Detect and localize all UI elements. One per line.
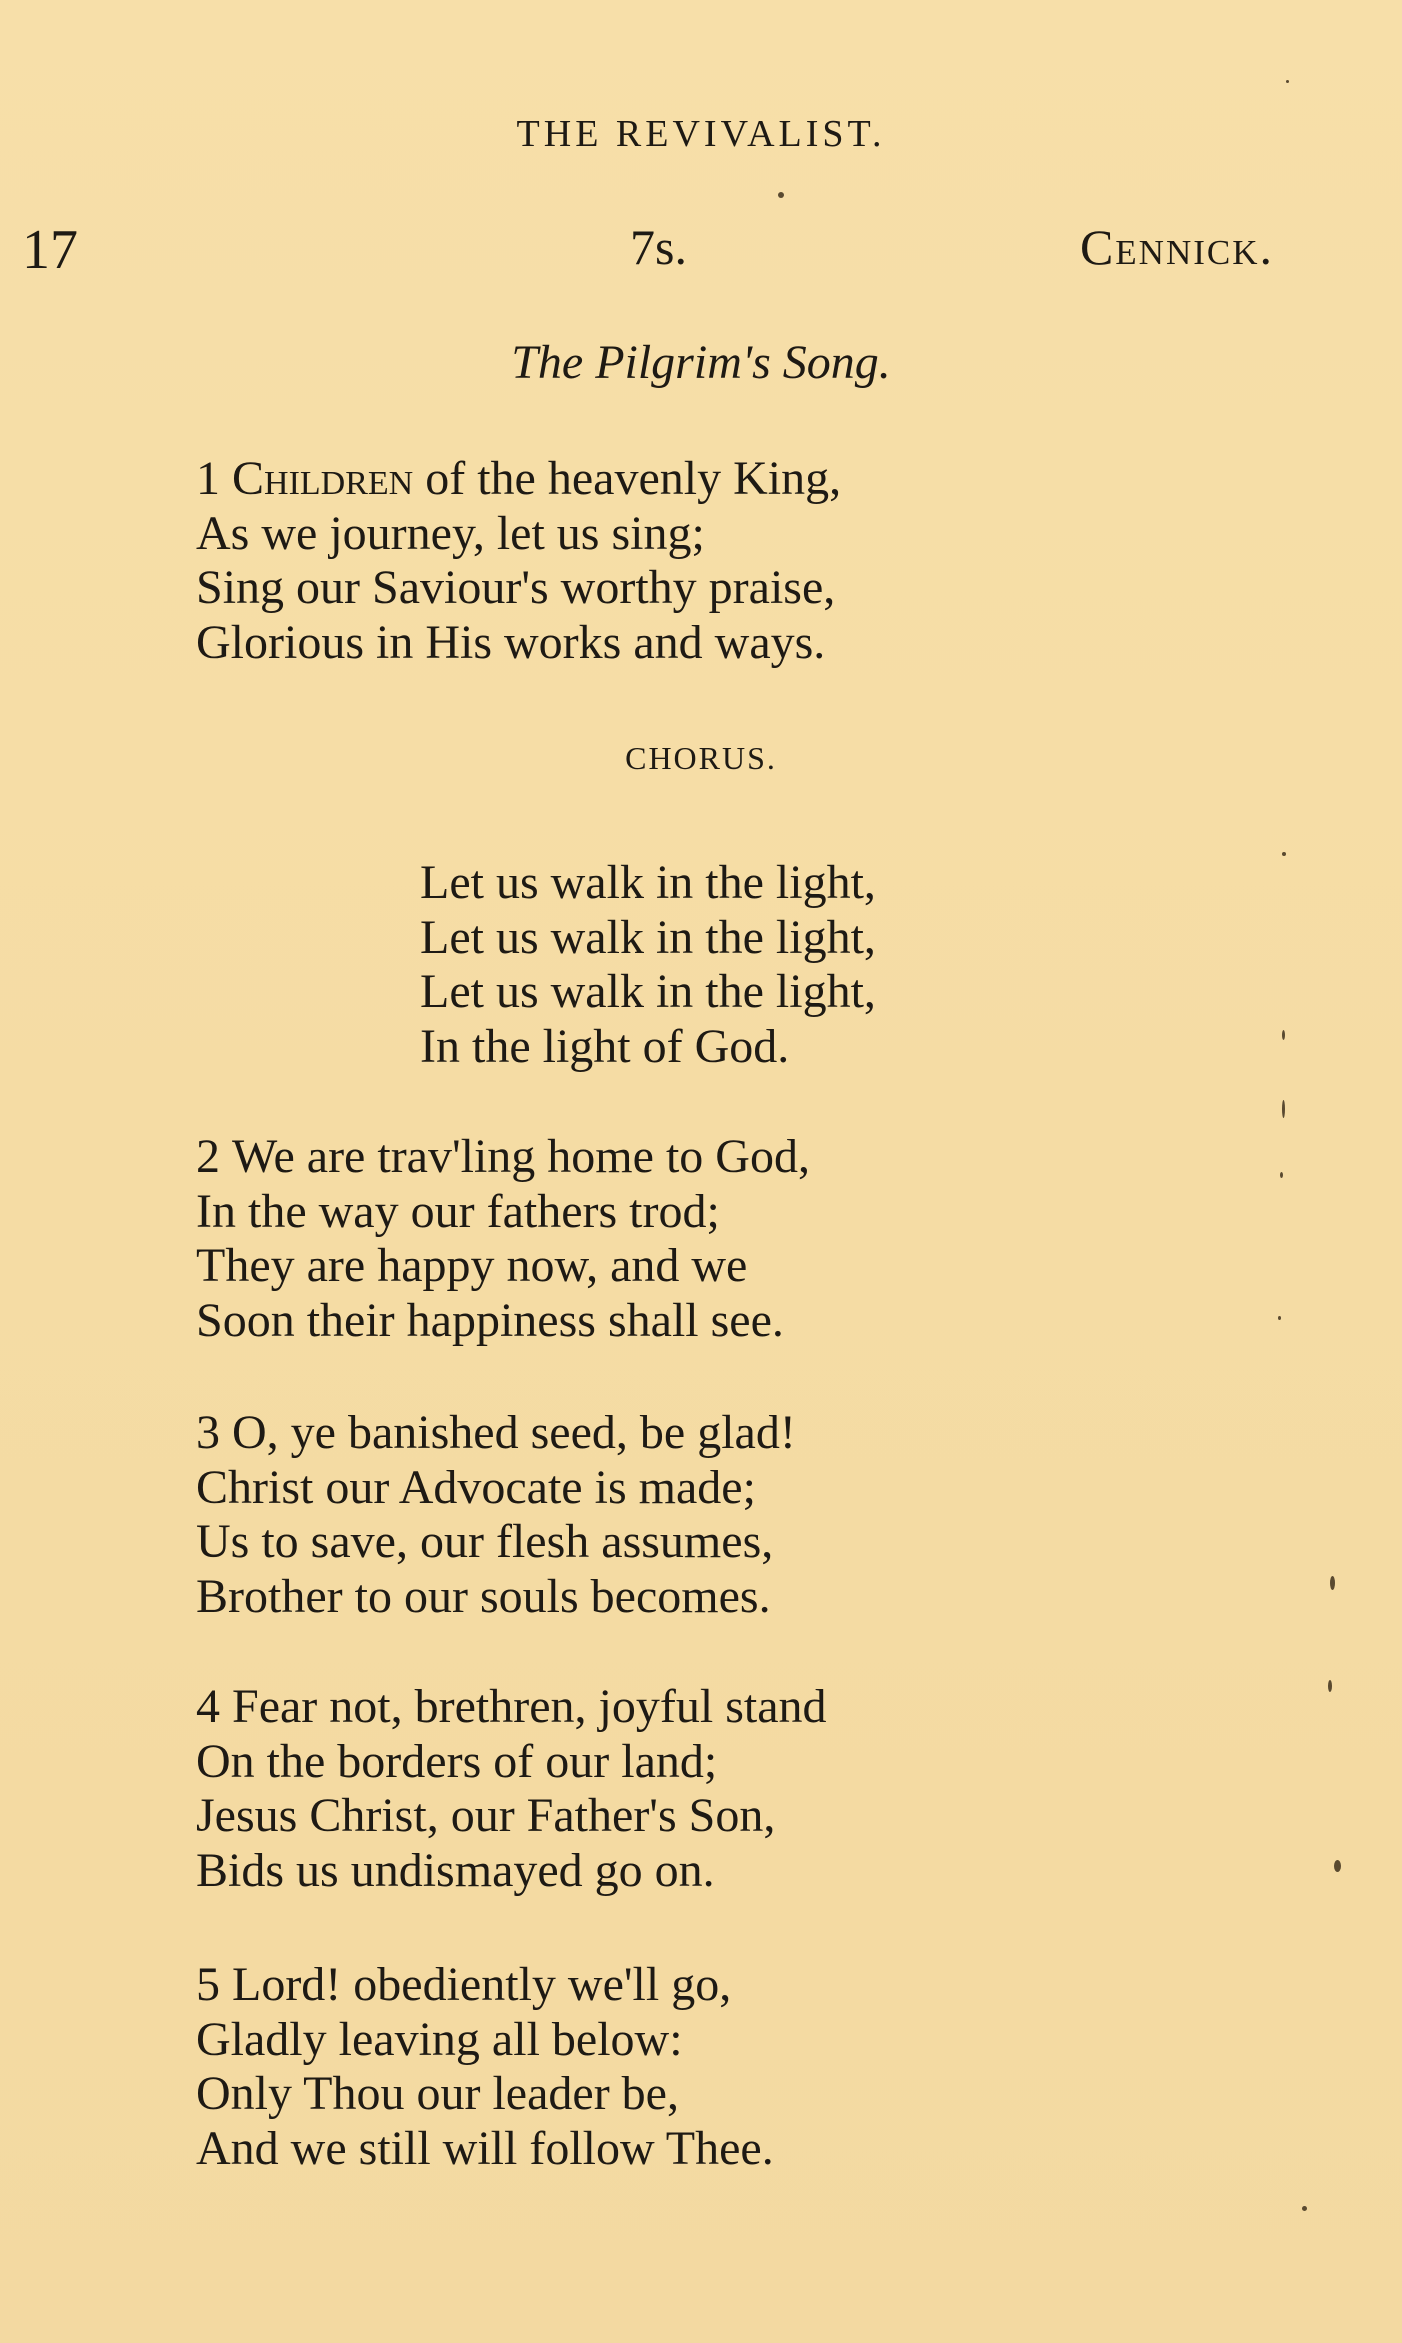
chorus-label: CHORUS. [625,740,777,776]
stanza-line-text: of the heavenly King, [425,452,842,505]
chorus-line: In the light of God. [420,1019,790,1073]
stanza-1 [196,452,841,670]
paper-speck [778,192,784,198]
paper-speck [1334,1860,1341,1872]
stanza-line: They are happy now, and we [196,1239,748,1292]
stanza-line-text: We are trav'ling home to God, [232,1130,810,1183]
stanza-line: Christ our Advocate is made; [196,1460,756,1514]
stanza-line-text: O, ye banished seed, be glad! [232,1406,796,1459]
stanza-line: As we journey, let us sing; [196,506,705,560]
stanza-line: And we still will follow Thee. [196,2121,774,2175]
hymn-number: 17 [22,219,78,281]
hymn-author: Cennick. [1079,219,1274,275]
chorus-line: Let us walk in the light, [420,910,876,964]
stanza-line [196,1680,827,1735]
stanza-line: Only Thou our leader be, [196,2067,679,2120]
stanza-line: In the way our fathers trod; [196,1184,720,1238]
stanza-number: 4 [196,1680,220,1733]
stanza-3 [196,1406,796,1624]
stanza-number: 5 [196,1958,220,2011]
stanza-line-text: Lord! obediently we'll go, [232,1958,732,2011]
stanza-number: 2 [196,1130,220,1183]
stanza-2 [196,1130,810,1348]
chorus [420,856,876,1074]
hymn-title: The Pilgrim's Song. [511,336,891,389]
stanza-number: 1 [196,452,220,505]
paper-speck [1280,1172,1283,1178]
stanza-line [196,1406,796,1461]
stanza-first-word: Children [232,452,414,505]
paper-speck [1328,1680,1332,1692]
stanza-line: Gladly leaving all below: [196,2012,683,2066]
paper-speck [1286,80,1289,83]
paper-speck [1330,1576,1335,1590]
stanza-4 [196,1680,827,1898]
paper-speck [1282,1030,1285,1040]
running-head: THE REVIVALIST. [516,113,886,155]
stanza-line [196,1130,810,1185]
stanza-line: Glorious in His works and ways. [196,615,826,669]
paper-speck [1302,2206,1307,2211]
chorus-line: Let us walk in the light, [420,856,876,909]
chorus-line: Let us walk in the light, [420,965,876,1018]
stanza-line: Sing our Saviour's worthy praise, [196,561,836,614]
stanza-line: On the borders of our land; [196,1734,718,1788]
stanza-number: 3 [196,1406,220,1459]
stanza-line: Bids us undismayed go on. [196,1843,715,1897]
paper-speck [1278,1316,1281,1320]
paper-speck [1282,1100,1285,1118]
stanza-line [196,452,841,507]
stanza-line-text: Fear not, brethren, joyful stand [232,1680,827,1733]
stanza-line: Us to save, our flesh assumes, [196,1515,774,1568]
stanza-5 [196,1958,774,2176]
hymn-meter: 7s. [630,219,687,275]
stanza-line: Soon their happiness shall see. [196,1293,784,1347]
stanza-line: Brother to our souls becomes. [196,1569,771,1623]
paper-speck [1282,852,1286,856]
stanza-line [196,1958,774,2013]
stanza-line: Jesus Christ, our Father's Son, [196,1789,776,1842]
